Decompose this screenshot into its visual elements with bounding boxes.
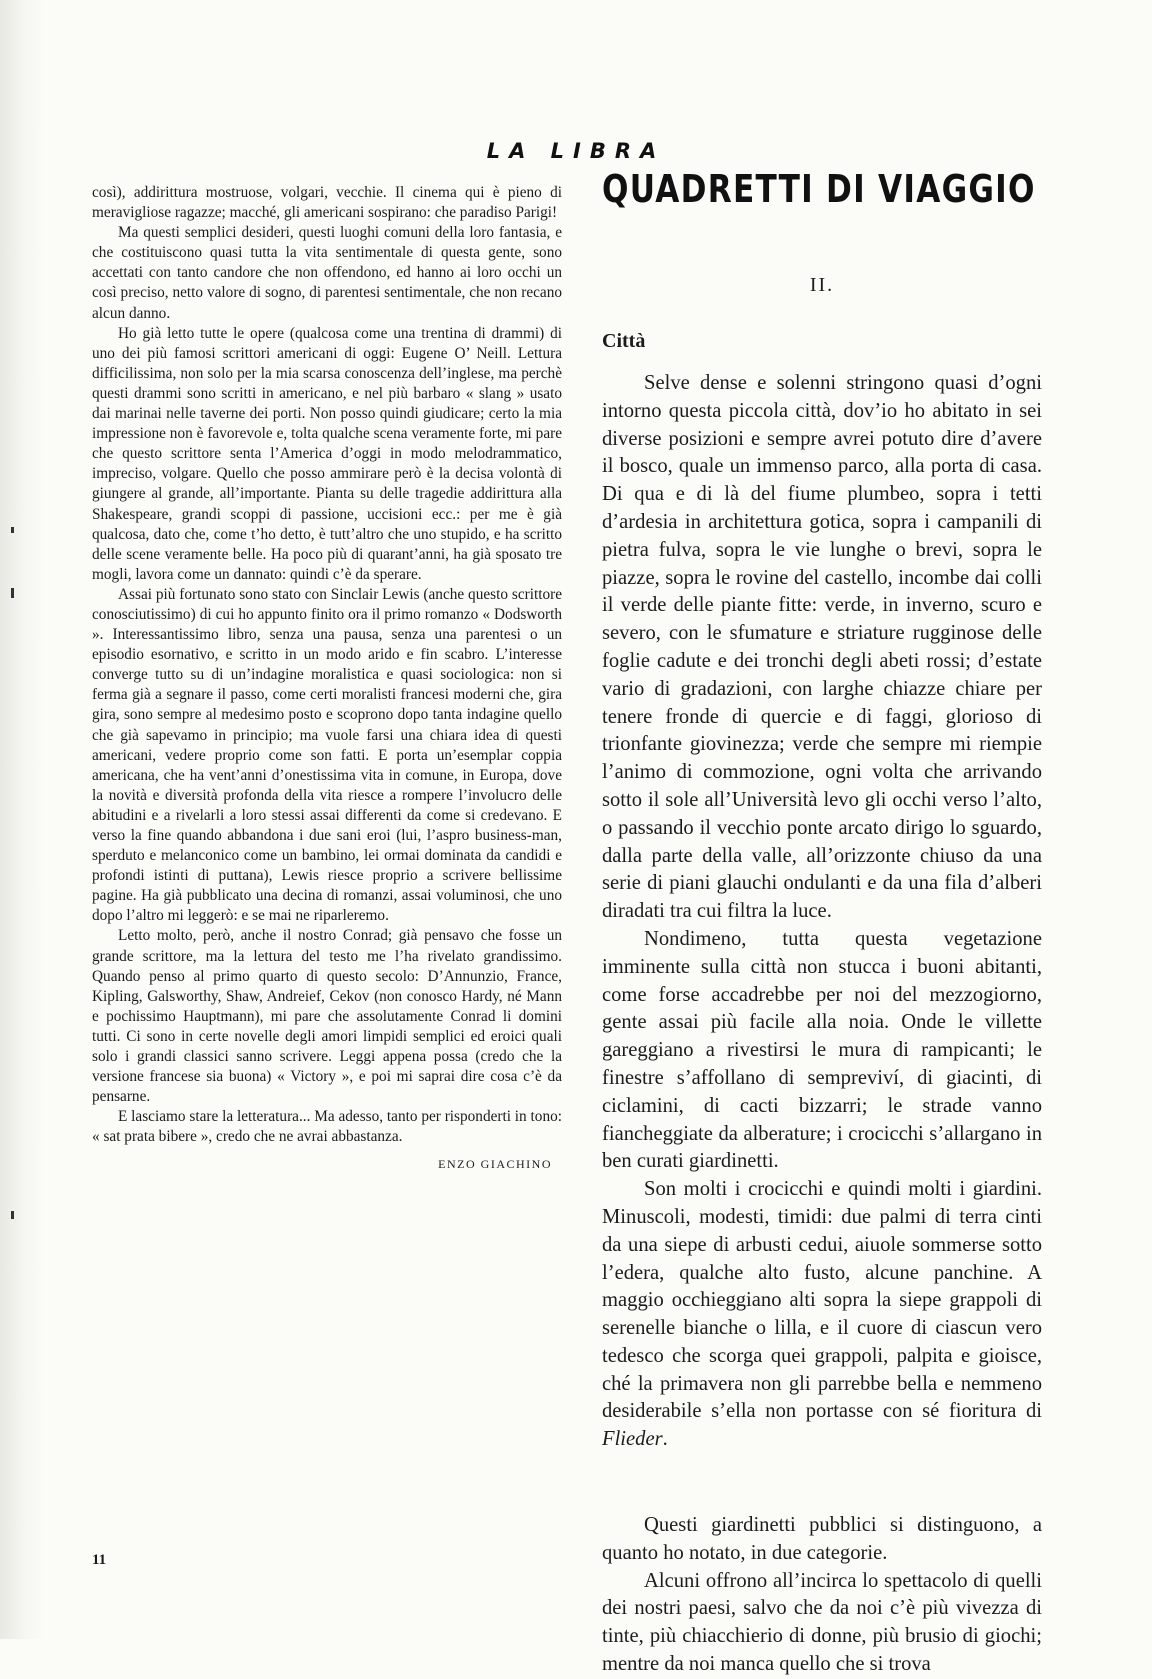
- left-paragraph: Assai più fortunato sono stato con Sinclair Lewis (anche questo scrittore conosciutissimo) di cui ho appunto finito ora il primo romanzo « Dodsworth ». Interessantissimo libro, senza una pausa, senza una parentesi o un episodio esornativo, e scritto in un modo arido e fin scabro. L’interesse converge tutto su di un’indagine moralistica e quasi sociologica: non si ferma già a segnare il passo, come certi moralisti francesi moderni che, gira gira, sono sempre al medesimo posto e scoprono dopo tanta indagine quello che già sapevamo in principio; ma vuole farsi una chiara idea di questi americani, vedere proprio come son fatti. E porta un’esemplar coppia americana, che ha vent’anni d’onestissima vita in comune, in Europa, dove la novità e diversità profonda della vita riesce a rompere l’involucro delle abitudini e a rivelarli a loro stessi assai differenti da come si credevano. E verso la fine quando abbandona i due sani eroi (lui, l’aspro business-man, sperduto e melanconico come un bambino, lei ormai dominata da candidi e profondi istinti di puttana), Lewis riesce proprio a scrivere bellissime pagine. Ha già pubblicato una decina di romanzi, assai voluminosi, che uno dopo l’altro mi leggerò: e se mai ne riparleremo.: [92, 585, 562, 925]
- left-paragraph: E lasciamo stare la letteratura... Ma adesso, tanto per risponderti in tono: « sat prata bibere », credo che ne avrai abbastanza.: [92, 1108, 562, 1146]
- right-paragraph: Nondimeno, tutta questa vegetazione imminente sulla città non stucca i buoni abitanti, come forse accadrebbe per noi del mezzogiorno, gente assai più facile alla noia. Onde le villette gareggiano a rivestirsi le mura di rampicanti; le finestre s’affollano di sempreviví, di giacinti, di ciclamini, di cacti bizzarri; le strade vanno fiancheggiate da alberature; i crocicchi s’allargano in ben curati giardinetti.: [602, 927, 1042, 1173]
- page-edge-shadow: [0, 0, 44, 1639]
- right-paragraph: Questi giardinetti pubblici si distinguono, a quanto ho notato, in due categorie.: [602, 1514, 1042, 1564]
- article-title: QUADRETTI DI VIAGGIO: [602, 167, 1036, 211]
- right-paragraph: [602, 1176, 1042, 1454]
- author-signature: ENZO GIACHINO: [438, 1156, 552, 1171]
- scan-mark: [11, 588, 14, 598]
- scan-mark: [11, 1211, 14, 1219]
- left-column: [92, 183, 562, 1174]
- right-paragraph: Alcuni offrono all’incirca lo spettacolo di quelli dei nostri paesi, salvo che da noi c’è più vivezza di tinte, più chiacchierio di donne, più brusio di giochi; mentre da noi manca quello che si trova: [602, 1569, 1042, 1676]
- left-paragraph: Letto molto, però, anche il nostro Conrad; già pensavo che fosse un grande scrittore, ma la lettura del testo me l’ha rivelato grandissimo. Quando penso al primo quarto di questo secolo: D’Annunzio, France, Kipling, Galsworthy, Shaw, Andreief, Cekov (non conosco Hardy, né Mann e pochissimo Hauptmann), mi pare che assolutamente Conrad li domini tutti. Ci sono in certe novelle degli amori limpidi semplici ed eroici quali solo i grandi classici sanno scrivere. Leggi appena possa (credo che la versione francese sia buona) « Victory », e poi mi saprai dire cosa c’è da pensarne.: [92, 927, 562, 1106]
- page-number: 11: [92, 1552, 107, 1568]
- running-header: LA LIBRA: [486, 139, 666, 163]
- paragraph-text: Son molti i crocicchi e quindi molti i giardini. Minuscoli, modesti, timidi: due palmi di terra cinti da una siepe di arbusti cedui, aiuole sommerse sotto l’edera, qualche alto fusto, alcune panchine. A maggio occhieggiano alti sopra la siepe grappoli di serenelle bianche o lilla, e il cuore di ciascun vero tedesco che scorga quei grappoli, palpita e gioisce, ché la primavera non gli parrebbe bella e nemmeno desiderabile s’ella non portasse con sé fioritura di: [602, 1178, 1042, 1423]
- italic-word: Flieder: [602, 1428, 663, 1451]
- right-column: [602, 167, 1042, 1679]
- section-number: II.: [809, 274, 835, 296]
- scan-mark: [11, 527, 14, 533]
- section-subheading: Città: [602, 330, 646, 352]
- left-paragraph: così), addirittura mostruose, volgari, vecchie. Il cinema qui è pieno di meravigliose ragazze; macché, gli americani sospirano: che paradiso Parigi!: [92, 184, 562, 222]
- paragraph-end: .: [662, 1428, 668, 1451]
- right-paragraph: Selve dense e solenni stringono quasi d’ogni intorno questa piccola città, dov’io ho abitato in sei diverse posizioni e sempre avrei potuto dire d’avere il bosco, quale un immenso parco, alla porta di casa. Di qua e di là del fiume plumbeo, sopra i tetti d’ardesia in architettura gotica, sopra i campanili di pietra fulva, sopra le vie lunghe o brevi, sopra le piazze, sopra le rovine del castello, incombe dai colli il verde delle piante fitte: verde, in inverno, scuro e severo, con le sfumature e striature rugginose delle foglie cadute e dei tronchi degli abeti rossi; d’estate vario di gradazioni, con larghe chiazze chiare per tenere fronde di quercie e di faggi, glorioso di trionfante giovinezza; verde che sempre mi riempie l’animo di commozione, ogni volta che arrivando sotto il sole all’Università levo gli occhi verso l’alto, o passando il vecchio ponte arcato dirigo lo sguardo, dalla parte della valle, all’orizzonte chiuso da una serie di piani glauchi ondulanti e da una fila d’alberi diradati tra cui filtra la luce.: [602, 372, 1042, 923]
- left-paragraph: Ma questi semplici desideri, questi luoghi comuni della loro fantasia, e che costituiscono quasi tutta la vita sentimentale di questa gente, sono accettati con tanto candore che non offendono, ed hanno ai loro occhi un così preciso, netto valore di sogno, di parentesi sentimentale, che non recano alcun danno.: [92, 224, 562, 322]
- left-paragraph: Ho già letto tutte le opere (qualcosa come una trentina di drammi) di uno dei più famosi scrittori americani di oggi: Eugene O’ Neill. Lettura difficilissima, non solo per la mia scarsa conoscenza dell’inglese, ma perchè questi drammi sono scritti in americano, e nel più barbaro « slang » usato dai marinai nelle taverne dei porti. Non posso quindi giudicare; certo la mia impressione non è favorevole e, tolta qualche scena veramente forte, mi pare che questo scrittore senta l’America d’oggi in modo melodrammatico, impreciso, volgare. Quello che posso ammirare però è la decisa volontà di giungere al grande, all’importante. Pianta su delle tragedie addirittura alla Shakespeare, grandi scoppi di passione, uccisioni ecc.: per me è già qualcosa, dato che, come t’ho detto, è tutt’altro che uno stupido, e ha scritto delle scene veramente belle. Ha poco più di quarant’anni, ha già sposato tre mogli, lavora come un dannato: quindi c’è da sperare.: [92, 324, 562, 583]
